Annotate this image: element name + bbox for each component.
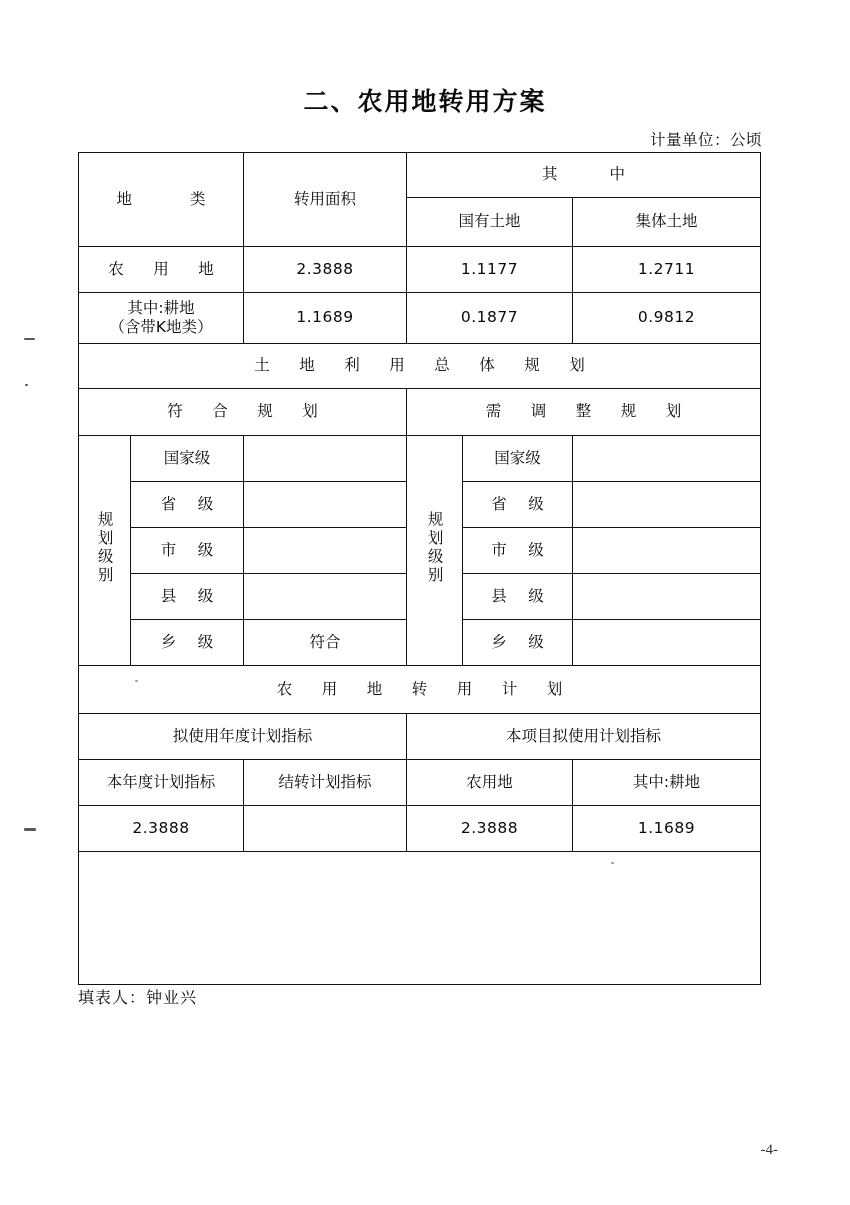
level-provincial-left: 省 级 <box>131 482 244 528</box>
header-current-year-quota: 本年度计划指标 <box>79 760 244 806</box>
header-conforms-to-plan: 符 合 规 划 <box>79 389 407 436</box>
conversion-columns-row <box>79 760 761 806</box>
header-project-plan-quota-group: 本项目拟使用计划指标 <box>407 714 761 760</box>
scan-artifact <box>24 828 36 831</box>
row-label-cultivated-land-line1: 其中:耕地 <box>127 298 195 317</box>
value-project-cultivated-land: 1.1689 <box>573 806 761 852</box>
section-header-row <box>79 344 761 389</box>
value-conforms-national <box>244 436 407 482</box>
plan-group-header-row <box>79 389 761 436</box>
farmland-conversion-table <box>78 152 761 985</box>
header-converted-area: 转用面积 <box>244 153 407 247</box>
level-county-left: 县 级 <box>131 574 244 620</box>
header-project-agricultural-land: 农用地 <box>407 760 573 806</box>
table-row <box>79 293 761 344</box>
header-state-owned-land: 国有土地 <box>407 198 573 247</box>
farmland-conversion-table-wrapper <box>78 152 760 985</box>
value-project-agricultural-land: 2.3888 <box>407 806 573 852</box>
table-row <box>79 247 761 293</box>
level-township-right: 乡 级 <box>463 620 573 666</box>
conversion-values-row <box>79 806 761 852</box>
row-label-agricultural-land: 农 用 地 <box>79 247 244 293</box>
page-number: -4- <box>760 1142 778 1158</box>
header-needs-adjustment-plan: 需 调 整 规 划 <box>407 389 761 436</box>
label-plan-level-left <box>79 436 131 666</box>
plan-level-row <box>79 436 761 482</box>
level-city-left: 市 级 <box>131 528 244 574</box>
label-plan-level-right <box>407 436 463 666</box>
cell-cultivated-state-owned: 0.1877 <box>407 293 573 344</box>
measurement-unit-note: 计量单位：公顷 <box>649 131 762 149</box>
form-filler-label: 填表人：钟业兴 <box>78 988 198 1007</box>
level-national-right: 国家级 <box>463 436 573 482</box>
value-conforms-township: 符合 <box>244 620 407 666</box>
label-plan-level-right-text: 规划级别 <box>425 510 444 585</box>
value-adjust-township <box>573 620 761 666</box>
header-project-cultivated-land: 其中:耕地 <box>573 760 761 806</box>
blank-note-row <box>79 852 761 985</box>
value-carryover-quota <box>244 806 407 852</box>
value-conforms-provincial <box>244 482 407 528</box>
level-township-left: 乡 级 <box>131 620 244 666</box>
section-header-row <box>79 666 761 714</box>
value-adjust-national <box>573 436 761 482</box>
cell-agri-converted-area: 2.3888 <box>244 247 407 293</box>
value-current-year-quota: 2.3888 <box>79 806 244 852</box>
header-annual-plan-quota-group: 拟使用年度计划指标 <box>79 714 407 760</box>
level-county-right: 县 级 <box>463 574 573 620</box>
scan-artifact <box>25 384 28 386</box>
cell-cultivated-collective: 0.9812 <box>573 293 761 344</box>
section-title-overall-land-use-plan: 土 地 利 用 总 体 规 划 <box>79 344 761 389</box>
header-collective-land: 集体土地 <box>573 198 761 247</box>
value-adjust-county <box>573 574 761 620</box>
scan-artifact <box>24 338 35 340</box>
conversion-group-header-row <box>79 714 761 760</box>
value-adjust-provincial <box>573 482 761 528</box>
row-label-cultivated-land <box>79 293 244 344</box>
blank-note-cell <box>79 852 761 985</box>
level-provincial-right: 省 级 <box>463 482 573 528</box>
level-national-left: 国家级 <box>131 436 244 482</box>
row-label-cultivated-land-line2: （含带K地类） <box>109 318 213 336</box>
value-adjust-city <box>573 528 761 574</box>
table-header-row <box>79 153 761 198</box>
header-land-type: 地 类 <box>79 153 244 247</box>
cell-agri-state-owned: 1.1177 <box>407 247 573 293</box>
section-title-conversion-plan: 农 用 地 转 用 计 划 <box>79 666 761 714</box>
level-city-right: 市 级 <box>463 528 573 574</box>
header-among-which: 其 中 <box>407 153 761 198</box>
page-title: 二、农用地转用方案 <box>303 87 547 116</box>
header-carryover-quota: 结转计划指标 <box>244 760 407 806</box>
value-conforms-county <box>244 574 407 620</box>
value-conforms-city <box>244 528 407 574</box>
cell-agri-collective: 1.2711 <box>573 247 761 293</box>
label-plan-level-left-text: 规划级别 <box>95 510 114 585</box>
cell-cultivated-converted-area: 1.1689 <box>244 293 407 344</box>
